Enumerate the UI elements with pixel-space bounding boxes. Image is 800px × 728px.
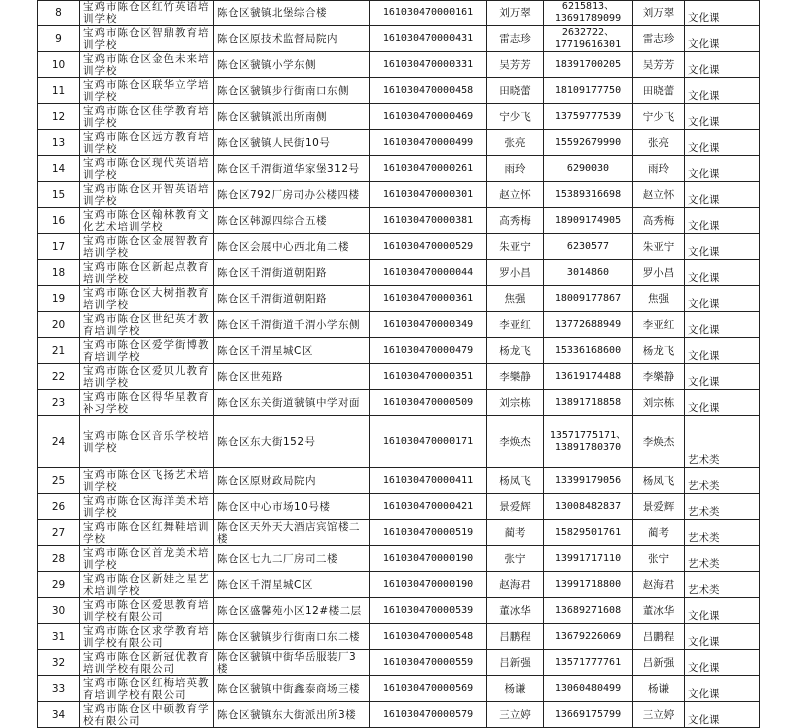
table-row [38,416,760,468]
phone-number: 13008482837 [544,494,633,520]
registration-code: 161030470000261 [370,156,487,182]
table-row [38,208,760,234]
legal-representative: 李樂静 [487,364,544,390]
table-row [38,390,760,416]
legal-representative: 刘宗栋 [487,390,544,416]
school-address: 陈仓区千渭街道朝阳路 [214,260,370,286]
contact-person: 刘万翠 [633,1,685,26]
contact-person: 景爱辉 [633,494,685,520]
row-number: 22 [38,364,80,390]
contact-person: 雷志珍 [633,26,685,52]
contact-person: 朱亚宁 [633,234,685,260]
row-number: 33 [38,676,80,702]
course-category: 文化课 [685,1,760,26]
school-address: 陈仓区东关街道虢镇中学对面 [214,390,370,416]
phone-number: 2632722、17719616301 [544,26,633,52]
school-name: 宝鸡市陈仓区新娃之星艺术培训学校 [80,572,214,598]
registration-code: 161030470000301 [370,182,487,208]
school-name: 宝鸡市陈仓区飞扬艺术培训学校 [80,468,214,494]
phone-number: 13571775171、13891780370 [544,416,633,468]
table-row [38,52,760,78]
table-row [38,1,760,26]
contact-person: 杨谦 [633,676,685,702]
table-row [38,26,760,52]
row-number: 8 [38,1,80,26]
phone-number: 6215813、13691789099 [544,1,633,26]
legal-representative: 罗小昌 [487,260,544,286]
table-row [38,702,760,728]
table-row [38,650,760,676]
course-category: 文化课 [685,286,760,312]
course-category: 文化课 [685,390,760,416]
table-row [38,546,760,572]
school-name: 宝鸡市陈仓区世纪英才教育培训学校 [80,312,214,338]
table-row [38,104,760,130]
school-name: 宝鸡市陈仓区智鼎教育培训学校 [80,26,214,52]
phone-number: 15592679990 [544,130,633,156]
legal-representative: 董冰华 [487,598,544,624]
contact-person: 董冰华 [633,598,685,624]
row-number: 14 [38,156,80,182]
legal-representative: 朱亚宁 [487,234,544,260]
registration-code: 161030470000161 [370,1,487,26]
row-number: 23 [38,390,80,416]
legal-representative: 刘万翠 [487,1,544,26]
table-row [38,156,760,182]
phone-number: 13759777539 [544,104,633,130]
contact-person: 宁少飞 [633,104,685,130]
phone-number: 13772688949 [544,312,633,338]
school-address: 陈仓区七九二厂房司二楼 [214,546,370,572]
school-address: 陈仓区虢镇东大街派出所3楼 [214,702,370,728]
row-number: 20 [38,312,80,338]
registration-code: 161030470000509 [370,390,487,416]
row-number: 32 [38,650,80,676]
phone-number: 13991717110 [544,546,633,572]
legal-representative: 焦强 [487,286,544,312]
registration-code: 161030470000381 [370,208,487,234]
contact-person: 刘宗栋 [633,390,685,416]
school-name: 宝鸡市陈仓区佳学教育培训学校 [80,104,214,130]
course-category: 文化课 [685,364,760,390]
phone-number: 18391700205 [544,52,633,78]
contact-person: 李樂静 [633,364,685,390]
school-name: 宝鸡市陈仓区爱思教育培训学校有限公司 [80,598,214,624]
school-address: 陈仓区虢镇人民街10号 [214,130,370,156]
school-address: 陈仓区千渭星城C区 [214,338,370,364]
course-category: 艺术类 [685,416,760,468]
registration-code: 161030470000361 [370,286,487,312]
course-category: 文化课 [685,78,760,104]
row-number: 9 [38,26,80,52]
legal-representative: 赵海君 [487,572,544,598]
registration-code: 161030470000431 [370,26,487,52]
contact-person: 杨凤飞 [633,468,685,494]
school-name: 宝鸡市陈仓区开智英语培训学校 [80,182,214,208]
legal-representative: 吴芳芳 [487,52,544,78]
legal-representative: 蔺考 [487,520,544,546]
school-address: 陈仓区韩源四综合五楼 [214,208,370,234]
school-address: 陈仓区会展中心西北角二楼 [214,234,370,260]
table-row [38,312,760,338]
table-row [38,338,760,364]
table-row [38,260,760,286]
data-table-page [37,0,759,728]
table-row [38,182,760,208]
phone-number: 18909174905 [544,208,633,234]
registration-code: 161030470000579 [370,702,487,728]
table-row [38,598,760,624]
table-row [38,286,760,312]
registration-code: 161030470000548 [370,624,487,650]
registration-code: 161030470000411 [370,468,487,494]
contact-person: 杨龙飞 [633,338,685,364]
table-row [38,520,760,546]
legal-representative: 张宁 [487,546,544,572]
school-name: 宝鸡市陈仓区爱贝儿教育培训学校 [80,364,214,390]
school-address: 陈仓区虢镇步行街南口东二楼 [214,624,370,650]
school-name: 宝鸡市陈仓区金展智教育培训学校 [80,234,214,260]
school-address: 陈仓区虢镇中街华岳服装厂3楼 [214,650,370,676]
contact-person: 高秀梅 [633,208,685,234]
school-address: 陈仓区原财政局院内 [214,468,370,494]
legal-representative: 李亚红 [487,312,544,338]
legal-representative: 雨玲 [487,156,544,182]
contact-person: 三立婷 [633,702,685,728]
course-category: 文化课 [685,650,760,676]
course-category: 文化课 [685,182,760,208]
course-category: 文化课 [685,702,760,728]
school-address: 陈仓区千渭星城C区 [214,572,370,598]
school-name: 宝鸡市陈仓区红竹英语培训学校 [80,1,214,26]
legal-representative: 张亮 [487,130,544,156]
table-row [38,624,760,650]
registration-code: 161030470000351 [370,364,487,390]
legal-representative: 雷志珍 [487,26,544,52]
school-name: 宝鸡市陈仓区音乐学校培训学校 [80,416,214,468]
contact-person: 张亮 [633,130,685,156]
legal-representative: 宁少飞 [487,104,544,130]
legal-representative: 杨龙飞 [487,338,544,364]
row-number: 11 [38,78,80,104]
school-name: 宝鸡市陈仓区远方教育培训学校 [80,130,214,156]
school-name: 宝鸡市陈仓区中硕教育学校有限公司 [80,702,214,728]
school-address: 陈仓区792厂房司办公楼四楼 [214,182,370,208]
phone-number: 13891718858 [544,390,633,416]
registration-code: 161030470000559 [370,650,487,676]
phone-number: 3014860 [544,260,633,286]
table-row [38,468,760,494]
contact-person: 蔺考 [633,520,685,546]
registration-code: 161030470000499 [370,130,487,156]
row-number: 19 [38,286,80,312]
table-body [38,1,760,728]
contact-person: 焦强 [633,286,685,312]
course-category: 文化课 [685,598,760,624]
phone-number: 13679226069 [544,624,633,650]
legal-representative: 吕鹏程 [487,624,544,650]
row-number: 21 [38,338,80,364]
legal-representative: 景爱辉 [487,494,544,520]
legal-representative: 李焕杰 [487,416,544,468]
row-number: 15 [38,182,80,208]
contact-person: 张宁 [633,546,685,572]
contact-person: 吴芳芳 [633,52,685,78]
course-category: 文化课 [685,104,760,130]
table-row [38,130,760,156]
course-category: 文化课 [685,234,760,260]
course-category: 文化课 [685,52,760,78]
school-address: 陈仓区世苑路 [214,364,370,390]
school-name: 宝鸡市陈仓区海洋美术培训学校 [80,494,214,520]
registration-code: 161030470000190 [370,572,487,598]
registration-code: 161030470000190 [370,546,487,572]
table-row [38,364,760,390]
school-table [37,0,760,728]
phone-number: 13669175799 [544,702,633,728]
school-address: 陈仓区虢镇小学东侧 [214,52,370,78]
row-number: 26 [38,494,80,520]
school-address: 陈仓区虢镇中街鑫泰商场三楼 [214,676,370,702]
row-number: 28 [38,546,80,572]
phone-number: 13399179056 [544,468,633,494]
registration-code: 161030470000331 [370,52,487,78]
course-category: 艺术类 [685,520,760,546]
registration-code: 161030470000539 [370,598,487,624]
course-category: 艺术类 [685,468,760,494]
phone-number: 13619174488 [544,364,633,390]
school-name: 宝鸡市陈仓区红梅培英教育培训学校有限公司 [80,676,214,702]
school-name: 宝鸡市陈仓区现代英语培训学校 [80,156,214,182]
phone-number: 6230577 [544,234,633,260]
course-category: 文化课 [685,624,760,650]
row-number: 17 [38,234,80,260]
table-row [38,676,760,702]
contact-person: 吕新强 [633,650,685,676]
phone-number: 13991718800 [544,572,633,598]
registration-code: 161030470000421 [370,494,487,520]
school-name: 宝鸡市陈仓区新起点教育培训学校 [80,260,214,286]
row-number: 10 [38,52,80,78]
course-category: 艺术类 [685,494,760,520]
phone-number: 13571777761 [544,650,633,676]
school-address: 陈仓区千渭街道华家堡312号 [214,156,370,182]
contact-person: 罗小昌 [633,260,685,286]
table-row [38,572,760,598]
row-number: 24 [38,416,80,468]
legal-representative: 吕新强 [487,650,544,676]
contact-person: 赵海君 [633,572,685,598]
school-address: 陈仓区千渭街道千渭小学东侧 [214,312,370,338]
school-address: 陈仓区虢镇派出所南侧 [214,104,370,130]
legal-representative: 三立婷 [487,702,544,728]
school-name: 宝鸡市陈仓区翰林教育文化艺术培训学校 [80,208,214,234]
legal-representative: 田晓蕾 [487,78,544,104]
row-number: 13 [38,130,80,156]
school-address: 陈仓区千渭街道朝阳路 [214,286,370,312]
registration-code: 161030470000458 [370,78,487,104]
school-name: 宝鸡市陈仓区首龙美术培训学校 [80,546,214,572]
school-name: 宝鸡市陈仓区新冠优教育培训学校有限公司 [80,650,214,676]
legal-representative: 杨凤飞 [487,468,544,494]
school-address: 陈仓区原技术监督局院内 [214,26,370,52]
phone-number: 15389316698 [544,182,633,208]
course-category: 文化课 [685,130,760,156]
phone-number: 18109177750 [544,78,633,104]
registration-code: 161030470000469 [370,104,487,130]
course-category: 文化课 [685,156,760,182]
school-address: 陈仓区盛馨苑小区12#楼二层 [214,598,370,624]
course-category: 文化课 [685,26,760,52]
row-number: 27 [38,520,80,546]
contact-person: 雨玲 [633,156,685,182]
contact-person: 吕鹏程 [633,624,685,650]
school-name: 宝鸡市陈仓区爱学街博教育培训学校 [80,338,214,364]
row-number: 25 [38,468,80,494]
row-number: 34 [38,702,80,728]
row-number: 29 [38,572,80,598]
row-number: 31 [38,624,80,650]
school-address: 陈仓区中心市场10号楼 [214,494,370,520]
legal-representative: 赵立怀 [487,182,544,208]
school-name: 宝鸡市陈仓区联华立学培训学校 [80,78,214,104]
school-address: 陈仓区虢镇北堡综合楼 [214,1,370,26]
legal-representative: 杨谦 [487,676,544,702]
registration-code: 161030470000349 [370,312,487,338]
course-category: 文化课 [685,260,760,286]
registration-code: 161030470000171 [370,416,487,468]
legal-representative: 高秀梅 [487,208,544,234]
school-name: 宝鸡市陈仓区红舞鞋培训学校 [80,520,214,546]
row-number: 16 [38,208,80,234]
contact-person: 李焕杰 [633,416,685,468]
school-name: 宝鸡市陈仓区求学教育培训学校有限公司 [80,624,214,650]
phone-number: 18009177867 [544,286,633,312]
course-category: 文化课 [685,338,760,364]
table-row [38,234,760,260]
course-category: 文化课 [685,312,760,338]
course-category: 文化课 [685,208,760,234]
phone-number: 13060480499 [544,676,633,702]
table-row [38,494,760,520]
course-category: 艺术类 [685,546,760,572]
course-category: 艺术类 [685,572,760,598]
registration-code: 161030470000519 [370,520,487,546]
registration-code: 161030470000529 [370,234,487,260]
phone-number: 15336168600 [544,338,633,364]
row-number: 30 [38,598,80,624]
school-address: 陈仓区东大街152号 [214,416,370,468]
registration-code: 161030470000044 [370,260,487,286]
school-address: 陈仓区天外天大酒店宾馆楼二楼 [214,520,370,546]
phone-number: 15829501761 [544,520,633,546]
table-row [38,78,760,104]
school-name: 宝鸡市陈仓区金色未来培训学校 [80,52,214,78]
registration-code: 161030470000569 [370,676,487,702]
registration-code: 161030470000479 [370,338,487,364]
contact-person: 赵立怀 [633,182,685,208]
school-name: 宝鸡市陈仓区得华星教育补习学校 [80,390,214,416]
row-number: 12 [38,104,80,130]
school-address: 陈仓区虢镇步行街南口东侧 [214,78,370,104]
phone-number: 13689271608 [544,598,633,624]
contact-person: 田晓蕾 [633,78,685,104]
row-number: 18 [38,260,80,286]
phone-number: 6290030 [544,156,633,182]
school-name: 宝鸡市陈仓区大树指教育培训学校 [80,286,214,312]
course-category: 文化课 [685,676,760,702]
contact-person: 李亚红 [633,312,685,338]
